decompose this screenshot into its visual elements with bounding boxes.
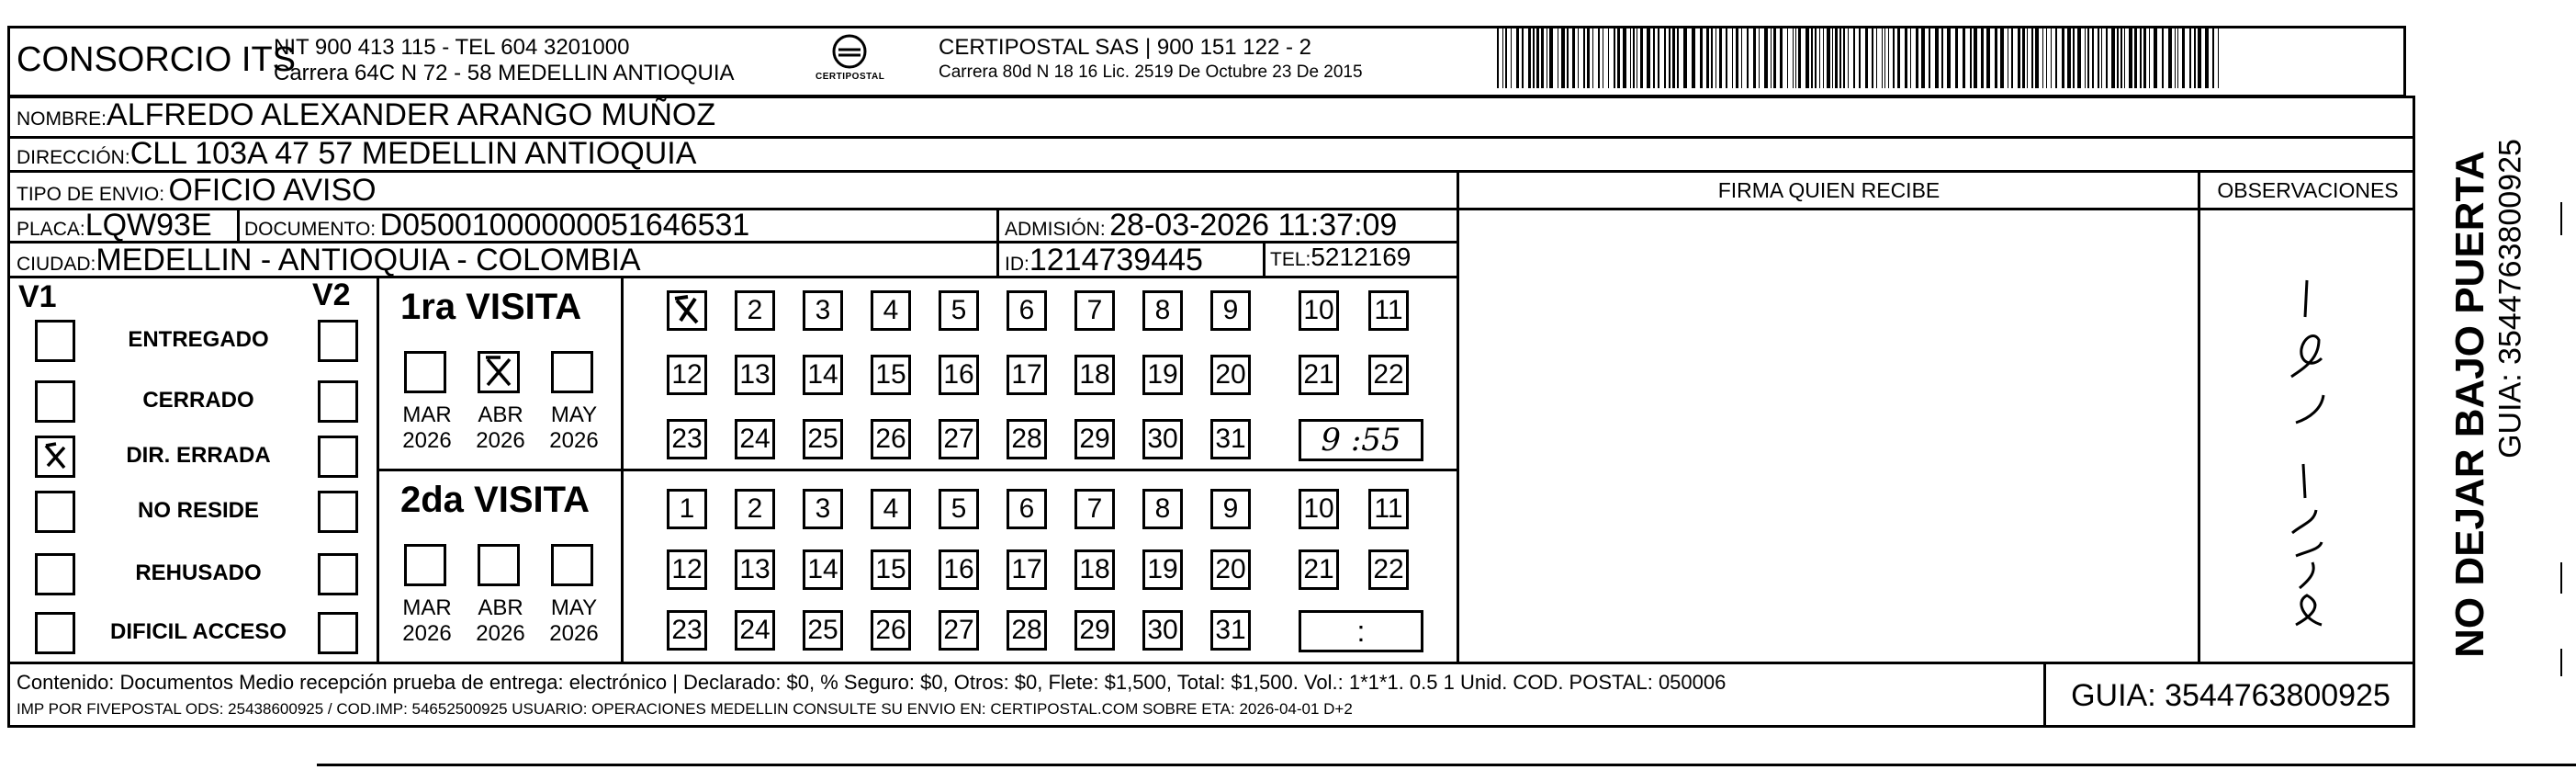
first-visit-time[interactable]: 9 :55 — [1299, 419, 1423, 461]
day-box[interactable]: 27 — [939, 419, 979, 459]
day-box[interactable]: 19 — [1142, 355, 1183, 395]
day-box[interactable]: 27 — [939, 610, 979, 651]
direccion-row: DIRECCIÓN:CLL 103A 47 57 MEDELLIN ANTIOQUIA — [17, 136, 697, 171]
handwriting-text-bottom — [0, 0, 2, 1]
day-box[interactable]: 20 — [1210, 355, 1251, 395]
v1-checkbox[interactable] — [35, 491, 75, 533]
day-box[interactable]: 4 — [871, 489, 911, 529]
company-nit: NIT 900 413 115 - TEL 604 3201000 — [274, 35, 630, 60]
month-checkbox[interactable] — [404, 544, 446, 586]
documento-value: D05001000000051646531 — [379, 208, 750, 243]
day-box[interactable]: 8 — [1142, 489, 1183, 529]
day-box[interactable]: 5 — [939, 290, 979, 331]
year-label: 2026 — [402, 428, 452, 453]
v2-label: V2 — [312, 277, 351, 312]
footer-print-line: IMP POR FIVEPOSTAL ODS: 25438600925 / COD.IMP: 54652500925 USUARIO: OPERACIONES MEDELLIN CONSULTE SU ENVIO EN: CERTIPOSTAL.COM SOBRE ETA: 2026-04-01 D+2 — [17, 700, 1353, 718]
v2-checkbox[interactable] — [318, 380, 358, 423]
first-visit-label: 1ra VISITA — [400, 287, 582, 327]
v1-checkbox[interactable] — [35, 320, 75, 362]
day-box[interactable]: 17 — [1007, 355, 1047, 395]
month-checkbox[interactable] — [478, 544, 520, 586]
day-box[interactable]: 2 — [735, 290, 775, 331]
month-label: MAY — [550, 402, 598, 427]
day-box[interactable]: 5 — [939, 489, 979, 529]
day-box[interactable]: 23 — [667, 610, 707, 651]
day-box[interactable]: 21 — [1299, 355, 1339, 395]
month-label: MAR — [402, 595, 452, 620]
nombre-value: ALFREDO ALEXANDER ARANGO MUÑOZ — [107, 97, 716, 132]
day-box[interactable]: 7 — [1074, 290, 1115, 331]
day-box[interactable]: 3 — [803, 489, 843, 529]
day-box[interactable]: 13 — [735, 355, 775, 395]
v2-checkbox[interactable] — [318, 436, 358, 478]
year-label: 2026 — [549, 621, 599, 646]
tel-field: TEL:5212169 — [1270, 243, 1412, 271]
v1-label: V1 — [18, 279, 57, 314]
day-box[interactable]: 16 — [939, 549, 979, 590]
footer-guia: GUIA: 3544763800925 — [2071, 678, 2390, 713]
day-box[interactable]: 18 — [1074, 355, 1115, 395]
day-box[interactable]: 11 — [1368, 290, 1409, 331]
day-box[interactable]: 10 — [1299, 290, 1339, 331]
year-label: 2026 — [549, 428, 599, 453]
status-option-label: REHUSADO — [135, 561, 262, 585]
day-box[interactable] — [667, 290, 707, 331]
courier-address: Carrera 80d N 18 16 Lic. 2519 De Octubre 23 De 2015 — [939, 62, 1363, 82]
year-label: 2026 — [402, 621, 452, 646]
day-box[interactable]: 12 — [667, 355, 707, 395]
tipo-envio-value: OFICIO AVISO — [168, 173, 377, 208]
day-box[interactable]: 28 — [1007, 419, 1047, 459]
day-box[interactable]: 25 — [803, 419, 843, 459]
day-box[interactable]: 9 — [1210, 489, 1251, 529]
v1-checkbox[interactable] — [35, 553, 75, 595]
day-box[interactable]: 24 — [735, 419, 775, 459]
day-box[interactable]: 11 — [1368, 489, 1409, 529]
status-option-label: DIR. ERRADA — [126, 443, 271, 468]
nombre-row: NOMBRE:ALFREDO ALEXANDER ARANGO MUÑOZ — [17, 97, 716, 132]
day-box[interactable]: 7 — [1074, 489, 1115, 529]
month-checkbox[interactable] — [478, 351, 520, 393]
month-label: ABR — [478, 595, 523, 620]
day-box[interactable]: 14 — [803, 355, 843, 395]
day-box[interactable]: 23 — [667, 419, 707, 459]
bottom-rule — [317, 764, 2576, 766]
direccion-value: CLL 103A 47 57 MEDELLIN ANTIOQUIA — [129, 136, 697, 171]
year-label: 2026 — [476, 621, 525, 646]
year-label: 2026 — [476, 428, 525, 453]
day-box[interactable]: 31 — [1210, 419, 1251, 459]
admision-field: ADMISIÓN: 28-03-2026 11:37:09 — [1005, 208, 1398, 243]
day-box[interactable]: 8 — [1142, 290, 1183, 331]
month-checkbox[interactable] — [551, 351, 593, 393]
second-visit-label: 2da VISITA — [400, 480, 590, 520]
month-checkbox[interactable] — [551, 544, 593, 586]
status-option-label: CERRADO — [142, 388, 254, 413]
tel-value: 5212169 — [1310, 243, 1412, 271]
day-box[interactable]: 6 — [1007, 489, 1047, 529]
day-box[interactable]: 15 — [871, 549, 911, 590]
day-box[interactable]: 24 — [735, 610, 775, 651]
v2-checkbox[interactable] — [318, 320, 358, 362]
day-box[interactable]: 10 — [1299, 489, 1339, 529]
day-box[interactable]: 22 — [1368, 355, 1409, 395]
day-box[interactable]: 3 — [803, 290, 843, 331]
side-guia: GUIA: 3544763800925 — [2492, 139, 2528, 459]
month-label: ABR — [478, 402, 523, 427]
day-box[interactable]: 17 — [1007, 549, 1047, 590]
day-box[interactable]: 25 — [803, 610, 843, 651]
status-option-label: DIFICIL ACCESO — [109, 619, 287, 644]
handwritten-observation — [2204, 230, 2406, 652]
courier-name: CERTIPOSTAL SAS | 900 151 122 - 2 — [939, 35, 1311, 60]
no-dejar-bajo-puerta: NO DEJAR BAJO PUERTA — [2447, 151, 2492, 658]
status-option-label: ENTREGADO — [128, 327, 269, 352]
status-option-label: NO RESIDE — [137, 498, 260, 523]
day-box[interactable]: 9 — [1210, 290, 1251, 331]
day-box[interactable]: 4 — [871, 290, 911, 331]
day-box[interactable]: 30 — [1142, 419, 1183, 459]
barcode — [1497, 26, 2228, 88]
ciudad-value: MEDELLIN - ANTIOQUIA - COLOMBIA — [96, 243, 641, 277]
id-field: ID:1214739445 — [1005, 243, 1203, 277]
day-box[interactable]: 6 — [1007, 290, 1047, 331]
second-visit-time[interactable]: : — [1299, 610, 1423, 652]
day-box[interactable]: 1 — [667, 489, 707, 529]
ciudad-field: CIUDAD:MEDELLIN - ANTIOQUIA - COLOMBIA — [17, 243, 641, 277]
month-checkbox[interactable] — [404, 351, 446, 393]
month-label: MAR — [402, 402, 452, 427]
day-box[interactable]: 31 — [1210, 610, 1251, 651]
month-label: MAY — [550, 595, 598, 620]
v1-checkbox[interactable] — [35, 380, 75, 423]
day-box[interactable]: 26 — [871, 419, 911, 459]
placa-value: LQW93E — [84, 208, 212, 243]
company-address: Carrera 64C N 72 - 58 MEDELLIN ANTIOQUIA — [274, 61, 735, 85]
admision-value: 28-03-2026 11:37:09 — [1109, 208, 1398, 243]
firma-label: FIRMA QUIEN RECIBE — [1717, 178, 1940, 202]
day-box[interactable]: 19 — [1142, 549, 1183, 590]
day-box[interactable]: 29 — [1074, 610, 1115, 651]
day-box[interactable]: 13 — [735, 549, 775, 590]
day-box[interactable]: 15 — [871, 355, 911, 395]
tipo-envio-row: TIPO DE ENVIO: OFICIO AVISO — [17, 173, 377, 208]
day-box[interactable]: 18 — [1074, 549, 1115, 590]
v1-checkbox[interactable] — [35, 436, 75, 478]
day-box[interactable]: 28 — [1007, 610, 1047, 651]
day-box[interactable]: 16 — [939, 355, 979, 395]
day-box[interactable]: 22 — [1368, 549, 1409, 590]
v2-checkbox[interactable] — [318, 491, 358, 533]
v2-checkbox[interactable] — [318, 612, 358, 654]
v1-checkbox[interactable] — [35, 612, 75, 654]
documento-field: DOCUMENTO: D05001000000051646531 — [244, 208, 750, 243]
day-box[interactable]: 26 — [871, 610, 911, 651]
id-value: 1214739445 — [1029, 243, 1203, 277]
day-box[interactable]: 30 — [1142, 610, 1183, 651]
day-box[interactable]: 21 — [1299, 549, 1339, 590]
footer-content-line: Contenido: Documentos Medio recepción prueba de entrega: electrónico | Declarado: $0, % Seguro: $0, Otros: $0, Flete: $1,500, Total: $1,500. Vol.: 1*1*1. 0.5 1 Unid. COD. POSTAL: 050006 — [17, 671, 1727, 694]
certipostal-logo: CERTIPOSTAL — [808, 31, 891, 92]
day-box[interactable]: 29 — [1074, 419, 1115, 459]
day-box[interactable]: 14 — [803, 549, 843, 590]
day-box[interactable]: 12 — [667, 549, 707, 590]
company-name: CONSORCIO ITS — [17, 40, 297, 79]
placa-field: PLACA:LQW93E — [17, 208, 212, 243]
observaciones-label: OBSERVACIONES — [2217, 178, 2399, 202]
v2-checkbox[interactable] — [318, 553, 358, 595]
day-box[interactable]: 20 — [1210, 549, 1251, 590]
day-box[interactable]: 2 — [735, 489, 775, 529]
